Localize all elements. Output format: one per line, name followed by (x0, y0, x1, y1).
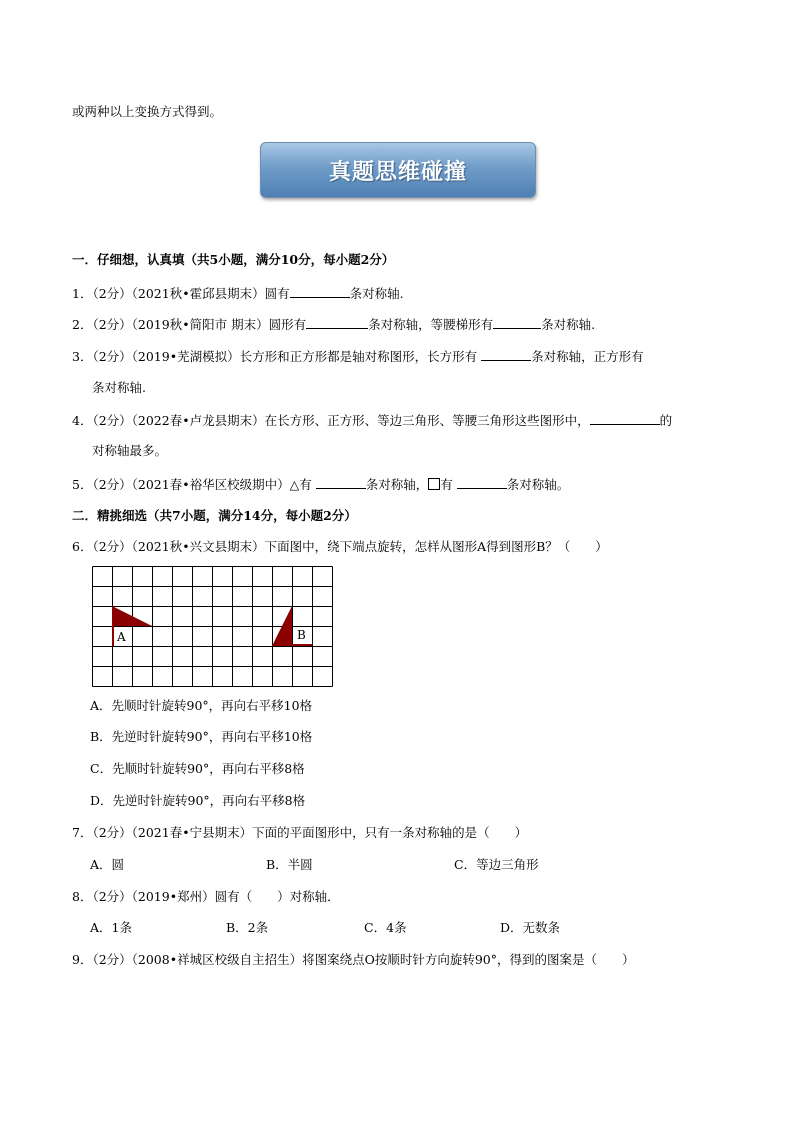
q6-option-d[interactable]: D．先逆时针旋转90°，再向右平移8格 (90, 793, 306, 808)
q8-option-b[interactable]: B．2条 (226, 920, 269, 935)
answer-blank[interactable] (457, 476, 507, 489)
square-symbol-icon (428, 478, 440, 490)
figure-b-label: B (297, 628, 306, 642)
figure-a-label: A (117, 630, 126, 644)
answer-blank[interactable] (493, 316, 541, 329)
question-4: 4．（2分）（2022春•卢龙县期末）在长方形、正方形、等边三角形、等腰三角形这些图形中， 的 (72, 413, 673, 428)
question-4-cont: 对称轴最多。 (92, 443, 168, 458)
question-5: 5．（2分）（2021春•裕华区校级期中）△有 条对称轴， 有 条对称轴。 (72, 477, 570, 492)
question-2: 2．（2分）（2019秋•简阳市 期末）圆形有 条对称轴，等腰梯形有 条对称轴. (72, 317, 596, 332)
question-3-cont: 条对称轴. (92, 380, 146, 395)
question-6: 6．（2分）（2021秋•兴文县期末）下面图中，绕下端点旋转，怎样从图形A得到图形B？（ ） (72, 539, 608, 554)
question-8: 8．（2分）（2019•郑州）圆有（ ）对称轴． (72, 889, 340, 904)
question-3: 3．（2分）（2019•芜湖模拟）长方形和正方形都是轴对称图形，长方形有 条对称轴，正方形有 (72, 349, 644, 364)
section-2-heading: 二．精挑细选（共7小题，满分14分，每小题2分） (72, 508, 357, 523)
q6-option-b[interactable]: B．先逆时针旋转90°，再向右平移10格 (90, 729, 313, 744)
question-1: 1．（2分）（2021秋•霍邱县期末）圆有 条对称轴. (72, 286, 404, 301)
answer-blank[interactable] (481, 348, 531, 361)
q7-option-b[interactable]: B．半圆 (266, 857, 313, 872)
answer-blank[interactable] (290, 285, 350, 298)
grid-lines (93, 567, 333, 687)
q8-option-a[interactable]: A．1条 (90, 920, 132, 935)
q8-option-d[interactable]: D．无数条 (500, 920, 561, 935)
q7-option-c[interactable]: C．等边三角形 (454, 857, 539, 872)
q8-option-c[interactable]: C．4条 (364, 920, 407, 935)
answer-blank[interactable] (316, 476, 366, 489)
rotation-grid-figure (92, 566, 334, 688)
question-7: 7．（2分）（2021春•宁县期末）下面的平面图形中，只有一条对称轴的是（ ） (72, 825, 528, 840)
answer-blank[interactable] (306, 316, 368, 329)
q6-option-c[interactable]: C．先顺时针旋转90°，再向右平移8格 (90, 761, 305, 776)
intro-tail-text: 或两种以上变换方式得到。 (72, 104, 223, 119)
q7-option-a[interactable]: A．圆 (90, 857, 125, 872)
banner-title: 真题思维碰撞 (328, 158, 467, 185)
section-1-heading: 一．仔细想，认真填（共5小题，满分10分，每小题2分） (72, 252, 395, 267)
q6-option-a[interactable]: A．先顺时针旋转90°，再向右平移10格 (90, 698, 313, 713)
question-9: 9．（2分）（2008•祥城区校级自主招生）将图案绕点O按顺时针方向旋转90°，得到的图案是（ ） (72, 952, 635, 967)
answer-blank[interactable] (590, 412, 660, 425)
section-banner (260, 142, 536, 198)
